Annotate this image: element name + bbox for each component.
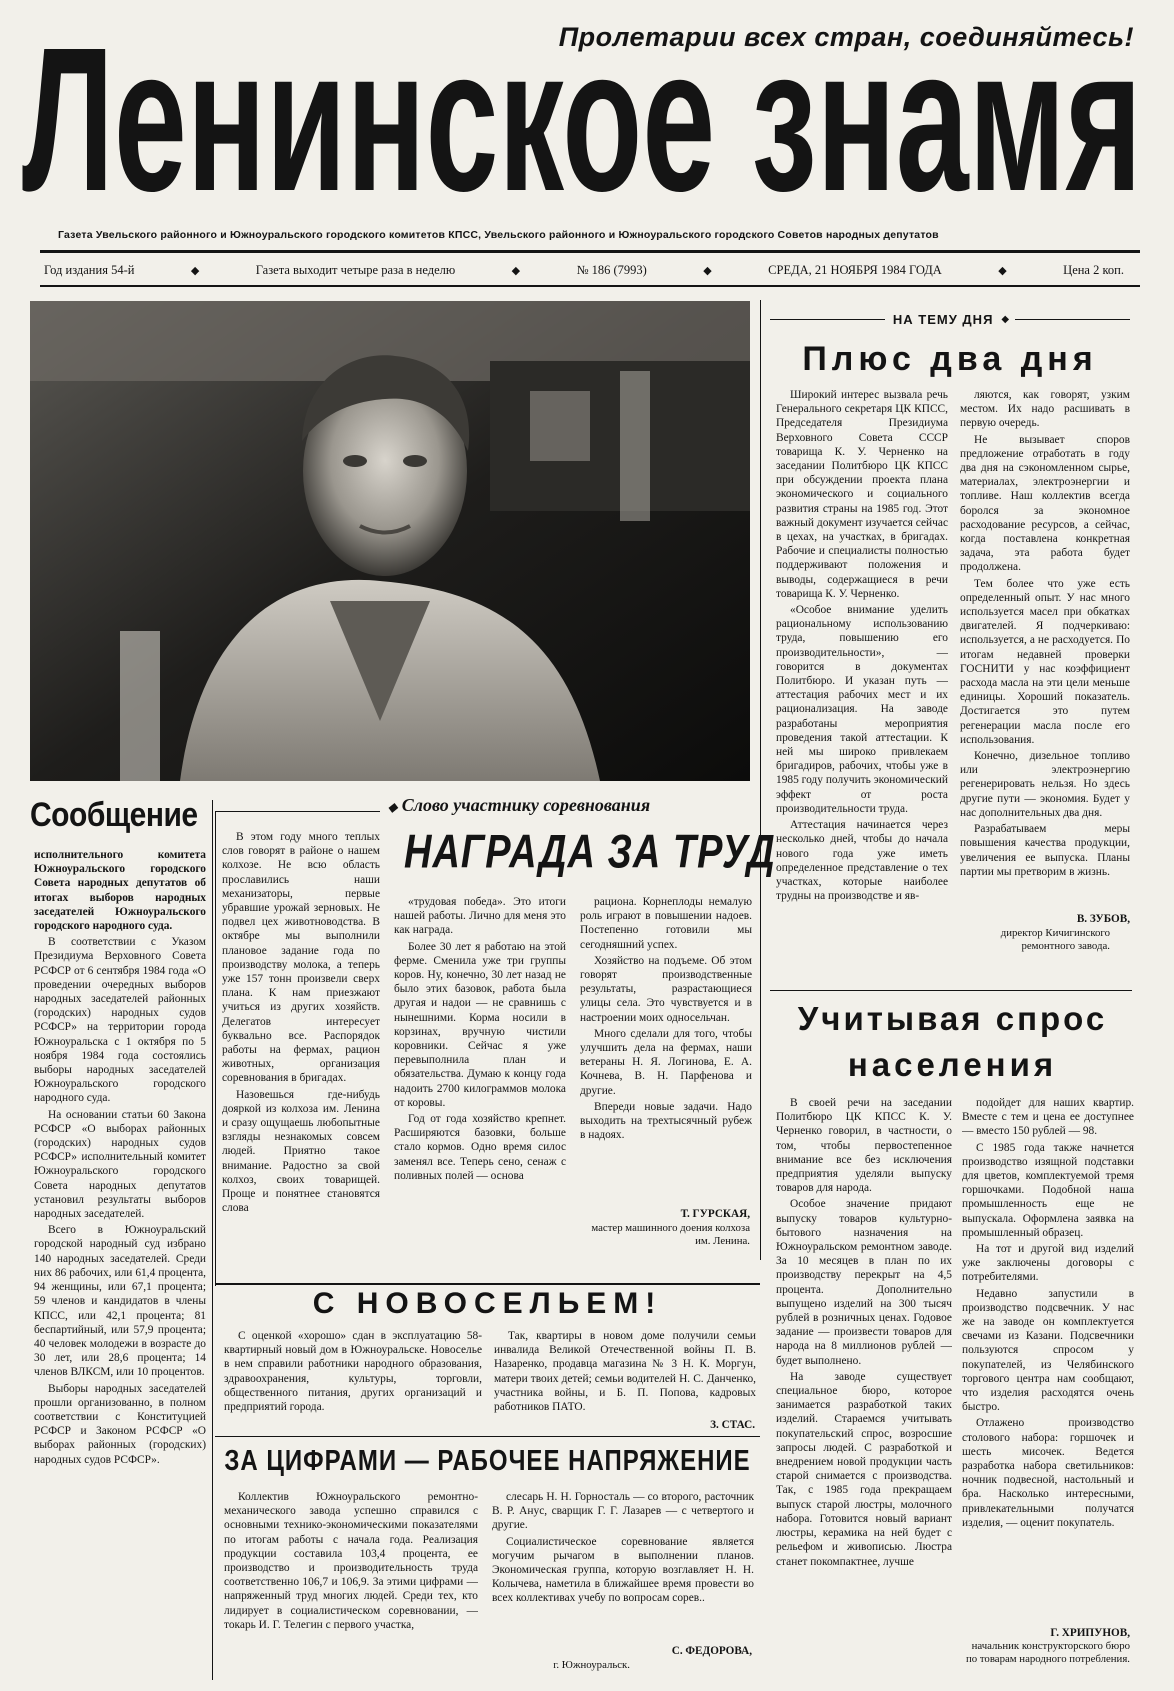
article-nagrada-col3 [580,895,752,1195]
article-plyus-col2 [960,388,1130,903]
article-title-plyus: Плюс два дня [802,340,1098,378]
divider [215,811,216,1286]
diamond-icon: ◆ [998,265,1007,277]
signature-name: С. ФЕДОРОВА, [671,1645,752,1657]
diamond-icon: ◆ [1001,314,1010,325]
paragraph: Аттестация начинается через несколько дней, чтобы до начала нового года уже иметь определенное представление о тех участках, которые наиболее трудны на производстве и яв- [776,819,948,903]
masthead-title [22,40,1147,230]
masthead-subtitle: Газета Увельского районного и Южноуральского городского комитетов КПСС, Увельского районного и Южноуральского городского Советов народных депутатов [58,229,939,241]
signature-city: г. Южноуральск. [553,1659,630,1671]
paragraph: ляются, как говорят, узким местом. Их надо расшивать в первую очередь. [960,389,1130,430]
paragraph: Отлажено производство столового набора: горшочек и шесть мисочек. Ведется разработка набора светильников: ночник подвесной, настольный и бра. Насколько интересными, привлекательными получатся изделия, — оценит покупатель. [962,1417,1134,1529]
paragraph: Впереди новые задачи. Надо выходить на трехтысячный рубеж в надоях. [580,1100,752,1142]
paragraph: В соответствии с Указом Президиума Верховного Совета РСФСР от 6 сентября 1984 года «О проведении очередных выборов народных заседателей районных (городских) народных судов РСФСР» на территории города Южноуральска с 1 октября по 5 ноября 1984 года состоялись выборы народных заседателей Южноуральского городского народного суда. [34,936,206,1105]
divider [215,1283,760,1285]
paragraph: В этом году много теплых слов говорят в районе о нашем колхозе. Не всю область прославились наши механизаторы, первые убравшие урожай зерновых. Не подвел цех животноводства. В октябре мы выполнили плановое задание года по производству молока, а теперь уже 157 тонн произвели сверх плана. К нам приезжают учиться из других хозяйств. Делегатов интересует буквально все. Распорядок работы на фермах, рацион животных, организация соревнования в бригадах. [222,831,380,1085]
paragraph: Хозяйство на подъеме. Об этом говорят производственные результаты, разрастающиеся улицы села. Это чувствуется и в настроении моих односельчан. [580,954,752,1024]
paragraph: На заводе существует специальное бюро, которое занимается разработкой таких изделий. Стараемся учитывать покупательский спрос, возросшие запросы людей. С разработкой и внедрением новой продукции часть старой снимается с производства. Так, с 1985 года прекращаем выпуск старой люстры, молочного набора. Готовится новый вариант люстры, керамика на ней будет с рельефом и живописью. Люстра станет покомпактнее, лучше [776,1370,952,1568]
issue-frequency: Газета выходит четыре раза в неделю [255,263,456,277]
article-plyus-col1 [776,388,948,988]
paragraph: Выборы народных заседателей прошли организованно, в полном соответствии с Конституцией РСФСР и Законом РСФСР «О выборах районных (городских) народных судов РСФСР». [34,1382,206,1466]
paragraph: Не вызывает споров предложение отработать в году два дня на сэкономленном сырье, материалах, электроэнергии и топливе. Наш коллектив всегда боролся за экономное расходование ресурсов, а сейчас, когда поставлена конкретная задача, эта работа будет продолжена. [960,433,1130,574]
paragraph: Конечно, дизельное топливо или электроэнергию регенерировать нельзя. Но здесь другие пути — экономия. Будет у нас дополнительных два дня. [960,750,1130,819]
rubric-label: НА ТЕМУ ДНЯ [892,312,994,327]
divider [40,250,1140,253]
paragraph: Недавно запустили в производство подсвечник. У нас же на заводе он комплектуется свечами из Казани. Подсвечники пользуются спросом у покупателей, из Челябинского торгового центра нам сообщают, что изделия расходятся очень быстро. [962,1287,1134,1414]
paragraph: исполнительного комитета Южноуральского городского Совета народных депутатов об итогах выборов народных заседателей Южноуральского городского народного суда. [34,849,206,933]
rule-line [1015,319,1130,320]
signature-role: директор Кичигинского ремонтного завода. [1000,927,1110,952]
signature-name: Г. ХРИПУНОВ, [1050,1627,1130,1639]
svg-text:Ленинское знамя: Ленинское знамя [22,40,1142,230]
paragraph: Широкий интерес вызвала речь Генерального секретаря ЦК КПСС, Председателя Президиума Верховного Совета СССР товарища К. У. Черненко на заседании Политбюро ЦК КПСС при обсуждении проекта плана экономического и социального развития страны на 1985 год. Этот важный документ изучается сейчас в цехах, на участках, в бригадах. Рабочие и специалисты полностью поддерживают положения и выводы, содержащиеся в речи товарища К. У. Черненко. [776,389,948,600]
portrait-photo [30,301,750,781]
signature-name: З. СТАС. [710,1419,755,1431]
paragraph: На тот и другой вид изделий уже заключены договоры с потребителями. [962,1243,1134,1284]
diamond-icon: ◆ [511,265,521,277]
article-title-spros-2: населения [847,1046,1058,1083]
signature-name: В. ЗУБОВ, [1076,913,1130,925]
article-spros-col2 [962,1096,1134,1621]
signature-role: начальник конструкторского бюро по товарам народного потребления. [965,1640,1130,1665]
paragraph: Более 30 лет я работаю на этой ферме. Сменила уже три группы коров. Ну, конечно, 30 лет назад не было этих базовок, работа была другая и надои — не сравнишь с нынешними. Корма носили в корзинах, вручную чистили коровники. Сейчас я уже перевыполнила план и обязательства. Думаю к концу года надоить 2700 килограммов молока от коровы. [394,940,566,1109]
paragraph: подойдет для наших квартир. Вместе с тем и цена ее доступнее — вместо 150 рублей — 98. [962,1097,1134,1138]
rubric-bar [770,312,1130,327]
paragraph: Много сделали для того, чтобы улучшить дела на фермах, наши ветераны Н. Я. Логинова, Е. А. Кочнева, В. Н. Парфенова и другие. [580,1027,752,1097]
diamond-icon: ◆ [703,265,712,277]
divider [760,300,761,1260]
article-title-soobshchenie: Сообщение [30,796,198,834]
divider [40,285,1140,287]
paragraph: Тем более что уже есть определенный опыт. У нас много используется масел при обкатках двигателей. Я подчеркиваю: используется, а не расходуется. По итогам недавней проверки ГОСНИТИ у нас коэффициент расхода масла на эти цели меньше единицы. Хороший показатель. Достигается это путем регенерации масла после его использования. [960,577,1130,746]
issue-year: Год издания 54-й [44,263,135,277]
diamond-icon: ◆ [388,800,398,814]
signature-role: мастер машинного доения колхоза им. Ленина. [591,1222,750,1247]
issue-number: № 186 (7993) [576,263,647,277]
paragraph: Всего в Южноуральский городской народный суд избрано 140 народных заседателей. Среди них 86 рабочих, или 61,4 процента, 94 женщины, или 67,1 процента; 59 членов и кандидатов в члены КПСС, или 42,1 процента; 81 беспартийный, или 57,9 процента; 40 человек молодежи в возрасте до 30 лет, или 28,6 процента; 14 членов ВЛКСМ, или 10 процентов. [34,1224,206,1379]
article-cifry-col1: Коллектив Южноуральского ремонтно-механического завода успешно справился с основными технико-экономическими показателями по итогам работы с начала года. Реализация продукции составила 103,4 процента, ее производство и производительность труда соответственно 106,7 и 106,9. За этими цифрами — напряженный труд многих людей. Среди тех, кто лидирует в социалистическом соревновании, — токарь И. Г. Телегин с первого участка, [224,1491,478,1631]
signature-name: Т. ГУРСКАЯ, [680,1208,750,1220]
divider [215,1436,760,1437]
issue-info-bar [44,263,1124,278]
rule-line [215,811,380,812]
article-novosel-col1: С оценкой «хорошо» сдан в эксплуатацию 58-квартирный новый дом в Южноуральске. Новоселье в нем справили работники народного образования, здравоохранения, культуры, торговли, общественного питания, других организаций и предприятий города. [224,1330,482,1414]
paragraph: На основании статьи 60 Закона РСФСР «О выборах районных (городских) народных судов РСФСР» исполнительный комитет Южноуральского городского Совета народных депутатов установил результаты выборов народных заседателей. [34,1108,206,1221]
article-nagrada-col2 [394,895,566,1280]
masthead-motto: Пролетарии всех стран, соединяйтесь! [558,22,1134,52]
paragraph: Назовешься где-нибудь дояркой из колхоза им. Ленина и сразу ощущаешь любопытные взгляды незнакомых совсем людей. Приятно такое внимание. Радостно за свой колхоз, своих товарищей. Проще и понятнее становятся слова [222,1088,380,1215]
paragraph: В своей речи на заседании Политбюро ЦК КПСС К. У. Черненко говорил, в частности, о том, чтобы первостепенное внимание все без исключения предприятия уделяли выпуску товаров для народа. [776,1097,952,1195]
paragraph: Разрабатываем меры повышения качества продукции, увеличения ее выпуска. Планы партии мы претворим в жизнь. [960,823,1130,878]
paragraph: Год от года хозяйство крепнет. Расширяются базовки, больше стало кормов. Одно время силос заменял все. Теперь сено, сенаж с поливных полей — основа [394,1113,566,1182]
rubric-label: ◆ Слово участнику соревнования [388,795,651,815]
paragraph: С 1985 года также начнется производство изящной подставки для цветов, комплектуемой тремя горшочками. Подобной наша промышленность еще не выпускала. Оформлена заявка на промышленный образец. [962,1141,1134,1239]
paragraph: рациона. Корнеплоды немалую роль играют в повышении надоев. Постепенно готовили мы сегодняшний успех. [580,896,752,951]
divider [770,990,1132,991]
article-novosel-col2: Так, квартиры в новом доме получили семьи инвалида Великой Отечественной войны П. В. Назаренко, продавца магазина № 3 Н. К. Моргун, матери твоих детей; семьи водителей Н. С. Данченко, участника войны, и Б. П. Попова, кадровых работников ПАТО. [494,1330,756,1413]
article-title-cifry: ЗА ЦИФРАМИ — РАБОЧЕЕ НАПРЯЖЕНИЕ [224,1445,751,1478]
paragraph: «Особое внимание уделить рациональному использованию труда, повышению его производительности», — говорится в документах Политбюро. И указан путь — аттестация рабочих мест и их рационализация. На заводе разработаны мероприятия проведения такой аттестации. К ней мы широко привлекаем бригадиров, рабочих, чтобы уже в 1985 году получить экономический эффект от роста производительности труда. [776,604,948,815]
rule-line [770,319,885,320]
paragraph: Особое значение придают выпуску товаров культурно-бытового назначения на Южноуральском ремонтном заводе. За 10 месяцев в план по их производству перекрыт на 4,5 процента. Дополнительно выпущено изделий на 300 тысяч рублей в розничных ценах. Годовое задание — произвести товаров для народа на 8 миллионов рублей — будет выполнено. [776,1198,952,1367]
diamond-icon: ◆ [190,265,200,277]
article-title-spros-1: Учитывая спрос [797,1000,1108,1037]
article-soobshchenie [34,848,206,1678]
issue-price: Цена 2 коп. [1063,263,1124,277]
divider [212,800,213,1680]
article-title-nagrada: НАГРАДА ЗА ТРУД [404,826,776,879]
article-spros-col1 [776,1096,952,1686]
article-cifry-col2: слесарь Н. Н. Горносталь — со второго, расточник В. Р. Анус, сварщик Г. Г. Лазарев — с четвертого и другие. Социалистическое соревнование является могучим рычагом в выполнении планов. Экономическая группа, которую возглавляет Н. Н. Колычева, наметила в ближайшее время провести во всех коллективах учебу по вопросам сорев.. [492,1491,754,1605]
article-nagrada-col1 [222,830,380,1280]
paragraph: «трудовая победа». Это итоги нашей работы. Лично для меня это как награда. [394,896,566,937]
issue-date: СРЕДА, 21 НОЯБРЯ 1984 ГОДА [768,263,942,277]
article-title-novosel: С НОВОСЕЛЬЕМ! [312,1287,663,1320]
